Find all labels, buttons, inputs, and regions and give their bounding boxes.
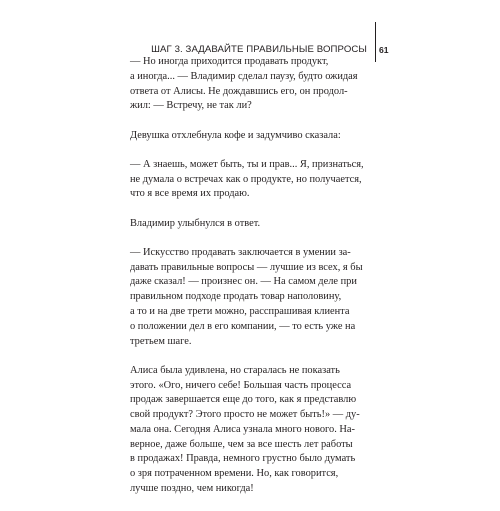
text-line: — Искусство продавать заключается в умении за- [130,246,351,258]
paragraph [130,129,370,144]
text-line: продаж завершается еще до того, как я представлю [130,394,357,406]
text-line: давать правильные вопросы — лучшие из всех, я бы [130,261,363,273]
paragraph [130,364,370,497]
text-line: Владимир улыбнулся в ответ. [130,217,261,229]
text-line: лучше поздно, чем никогда! [130,483,254,495]
paragraph [130,217,370,232]
text-line: мала она. Сегодня Алиса узнала много нового. На- [130,423,355,435]
text-line: верное, даже больше, чем за все шесть лет работы [130,438,353,450]
text-line: правильном подходе продать товар наполовину, [130,291,342,303]
body-text [130,55,370,511]
text-line: жил: — Встречу, не так ли? [130,100,252,112]
text-line: этого. «Ого, ничего себе! Большая часть процесса [130,379,352,391]
text-line: — Но иногда приходится продавать продукт, [130,56,329,67]
paragraph [130,158,370,202]
text-line: Алиса была удивлена, но старалась не показать [130,364,340,376]
text-line: Девушка отхлебнула кофе и задумчиво сказала: [130,129,341,141]
paragraph [130,246,370,350]
text-line: о зря потраченном времени. Но, как говорится, [130,468,339,480]
text-line: даже сказал! — произнес он. — На самом деле при [130,276,357,288]
text-line: что я все время их продаю. [130,188,250,200]
text-line: о положении дел в его компании, — то есть уже на [130,320,356,332]
text-line: свой продукт? Этого просто не может быть!» — ду- [130,409,360,421]
text-line: не думала о встречах как о продукте, но получается, [130,173,362,185]
running-head-title: ШАГ 3. ЗАДАВАЙТЕ ПРАВИЛЬНЫЕ ВОПРОСЫ [151,44,367,55]
text-line: а иногда... — Владимир сделал паузу, будто ожидая [130,70,358,82]
text-line: в продажах! Правда, немного грустно было думать [130,453,356,465]
text-line: ответа от Алисы. Не дождавшись его, он продол- [130,85,348,97]
text-line: — А знаешь, может быть, ты и прав... Я, признаться, [130,158,364,170]
text-line: а то и на две трети можно, расспрашивая клиента [130,305,350,317]
text-line: третьем шаге. [130,335,192,347]
page-number: 61 [379,45,389,55]
paragraph [130,55,370,114]
